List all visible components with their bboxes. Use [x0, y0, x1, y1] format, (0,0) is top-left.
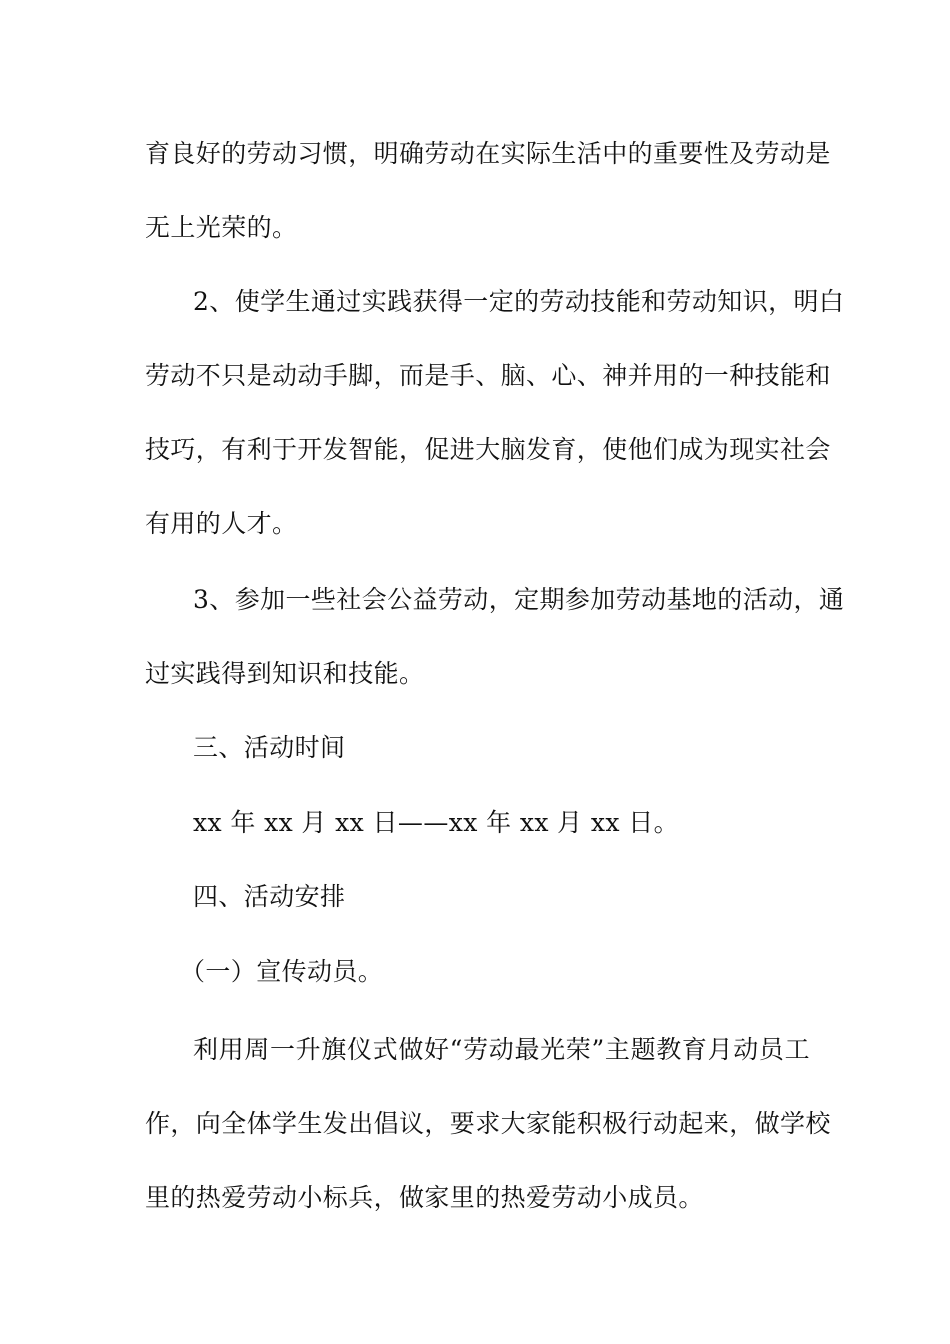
paragraph-2-line-3: 技巧，有利于开发智能，促进大脑发育，使他们成为现实社会 [145, 435, 831, 464]
paragraph-2-line-1: 2、使学生通过实践获得一定的劳动技能和劳动知识，明白 [193, 287, 845, 316]
subsection-heading-publicity: （一）宣传动员。 [180, 957, 384, 986]
paragraph-4-line-3: 里的热爱劳动小标兵，做家里的热爱劳动小成员。 [145, 1183, 704, 1212]
paragraph-3-line-1: 3、参加一些社会公益劳动，定期参加劳动基地的活动，通 [193, 585, 845, 614]
paragraph-1-line-1: 育良好的劳动习惯，明确劳动在实际生活中的重要性及劳动是 [145, 139, 831, 168]
paragraph-4-line-2: 作，向全体学生发出倡议，要求大家能积极行动起来，做学校 [145, 1109, 831, 1138]
section-heading-activity-time: 三、活动时间 [193, 733, 346, 762]
activity-date-range: xx 年 xx 月 xx 日——xx 年 xx 月 xx 日。 [193, 808, 680, 837]
section-heading-activity-plan: 四、活动安排 [193, 882, 346, 911]
paragraph-3-line-2: 过实践得到知识和技能。 [145, 659, 425, 688]
paragraph-2-line-4: 有用的人才。 [145, 509, 298, 538]
paragraph-2-line-2: 劳动不只是动动手脚，而是手、脑、心、神并用的一种技能和 [145, 361, 831, 390]
paragraph-1-line-2: 无上光荣的。 [145, 213, 298, 242]
paragraph-4-line-1: 利用周一升旗仪式做好“劳动最光荣”主题教育月动员工 [193, 1035, 810, 1064]
